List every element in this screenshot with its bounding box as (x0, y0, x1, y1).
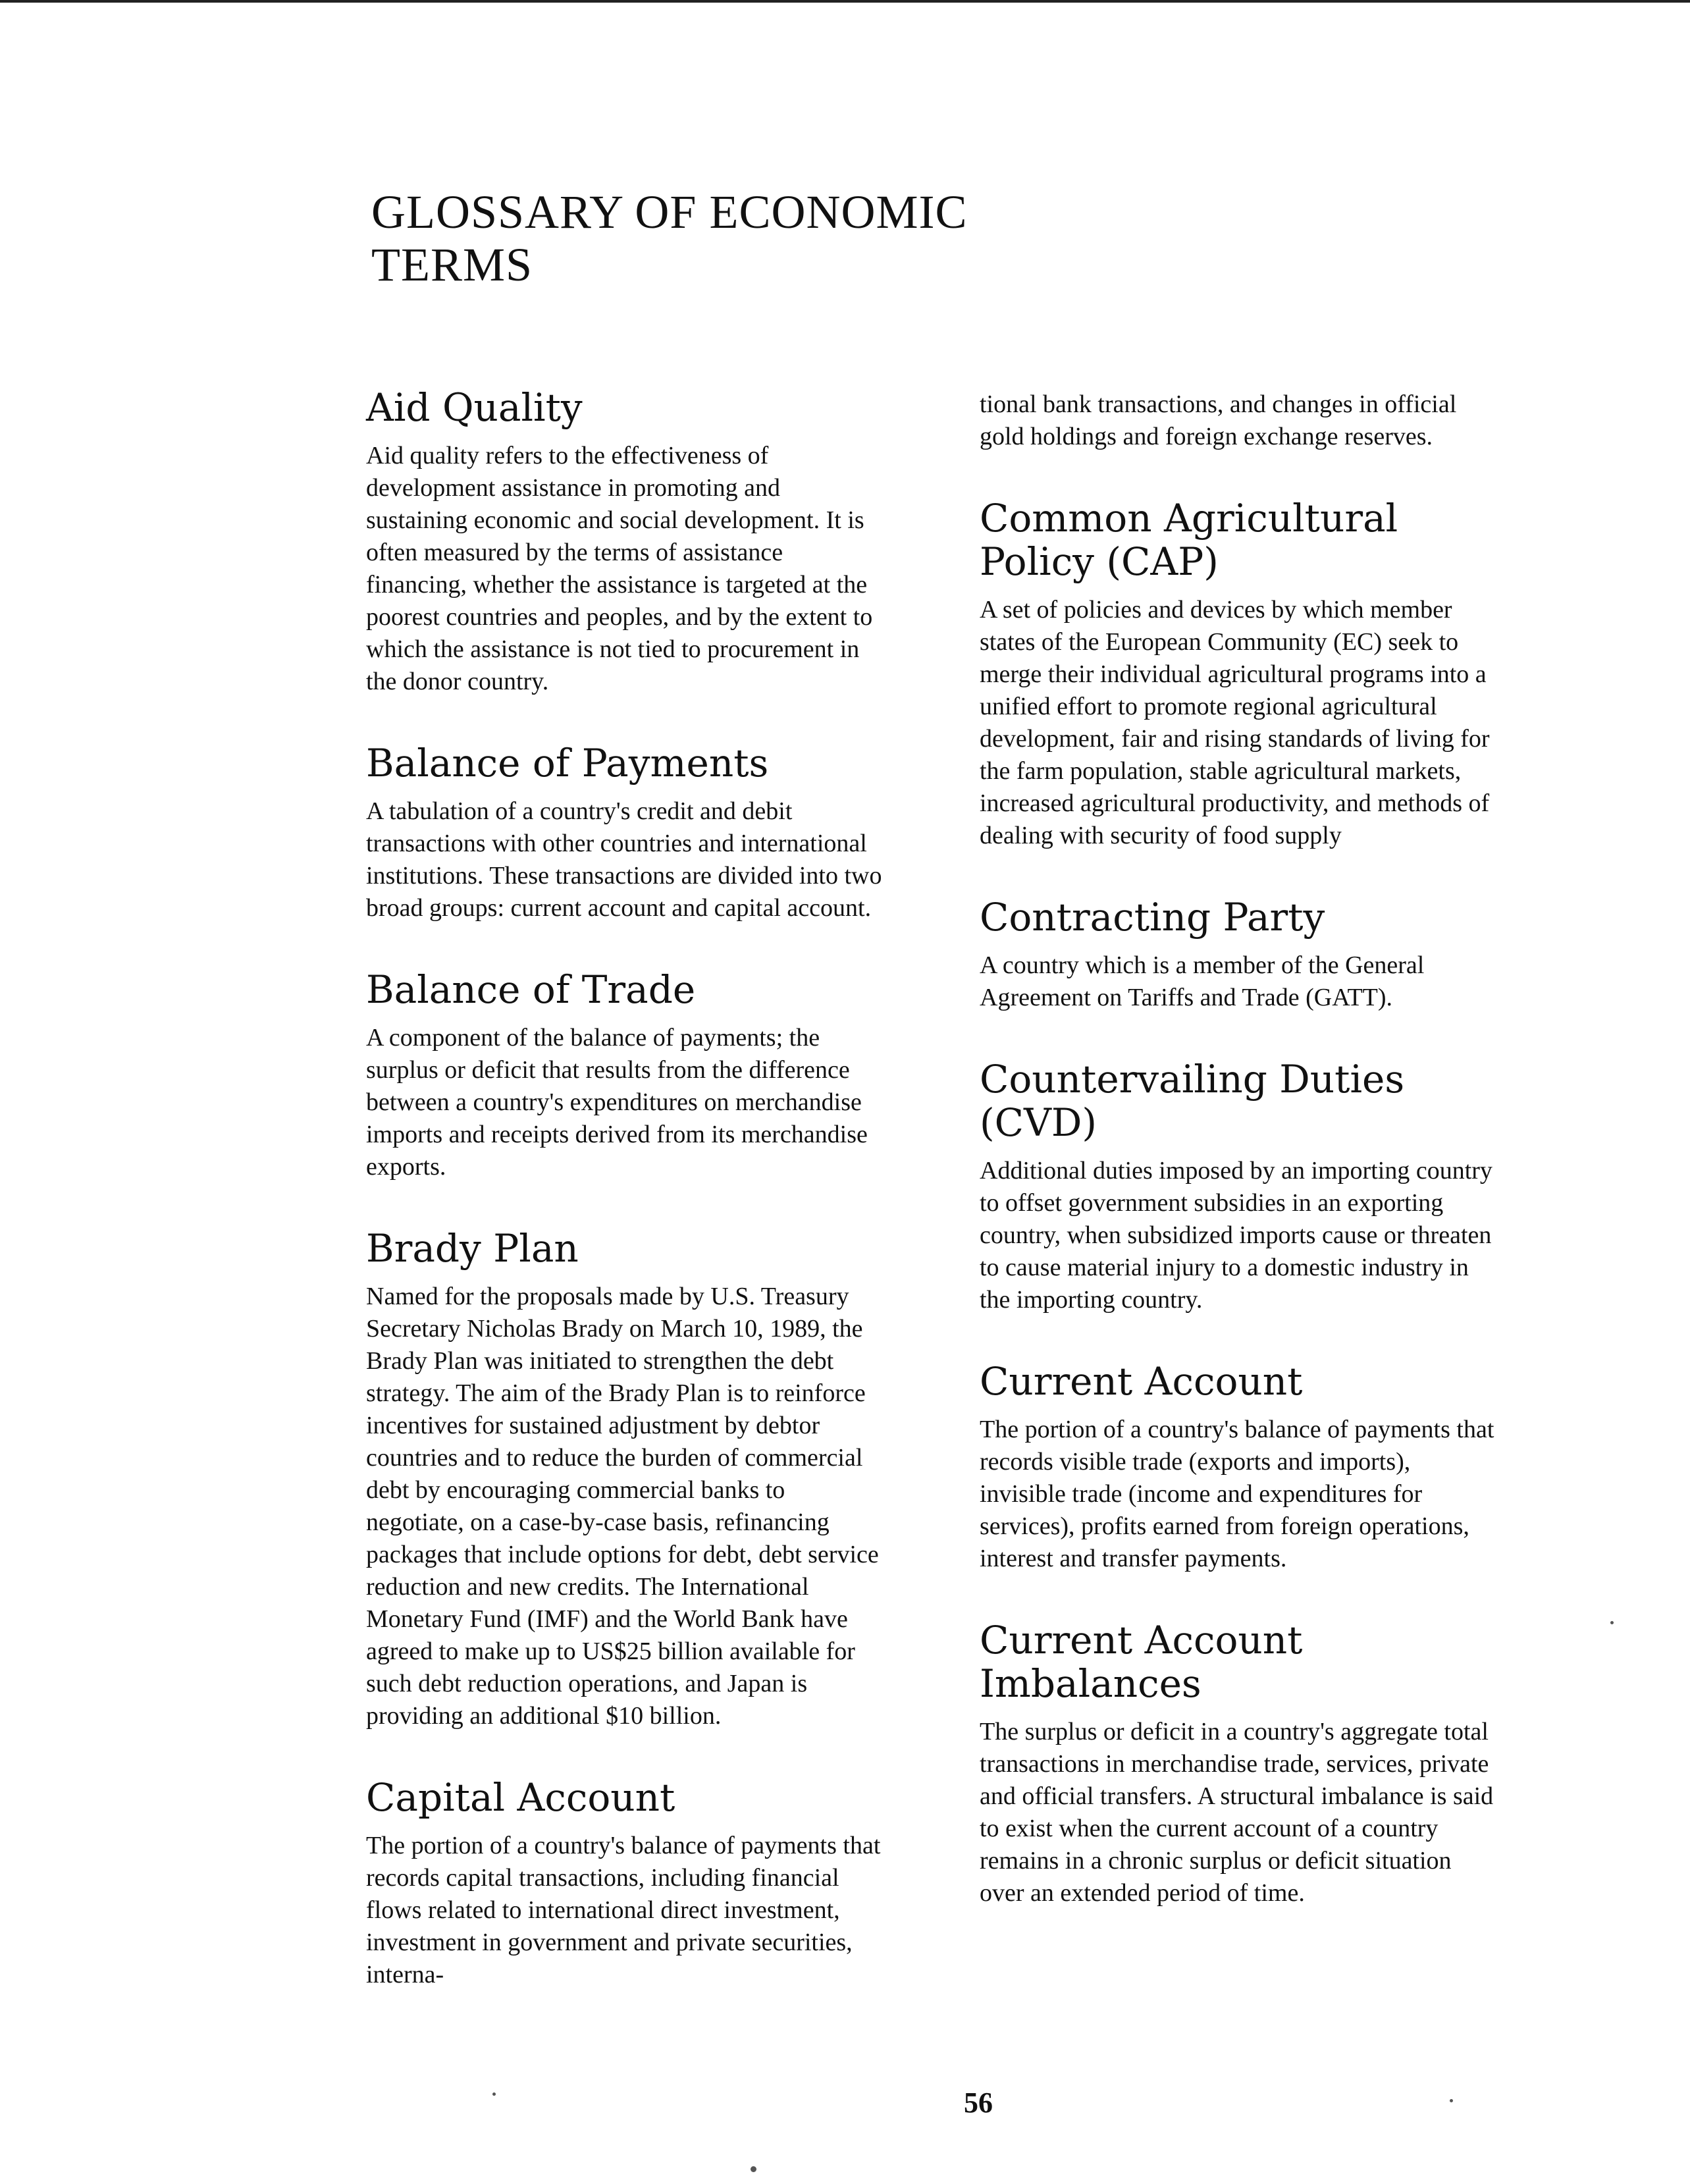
glossary-definition: The portion of a country's balance of payments that records capital transactions, including financial flows related to international direct investment, investment in government and private securities, interna- (366, 1832, 881, 1988)
glossary-term: Brady Plan (366, 1226, 579, 1271)
glossary-entry (366, 968, 886, 1183)
glossary-term: Capital Account (366, 1775, 675, 1820)
top-rule (0, 0, 1690, 3)
continued-definition: tional bank transactions, and changes in official gold holdings and foreign exchange reserves. (980, 390, 1457, 450)
glossary-definition: Named for the proposals made by U.S. Treasury Secretary Nicholas Brady on March 10, 1989, the Brady Plan was initiated to strengthen the debt strategy. The aim of the Brady Plan is to reinforce incentives for sustained adjustment by debtor countries and to reduce the burden of commercial debt by encouraging commercial banks to negotiate, on a case-by-case basis, refinancing packages that include options for debt, debt service reduction and new credits. The International Monetary Fund (IMF) and the World Bank have agreed to make up to US$25 billion available for such debt reduction operations, and Japan is providing an additional $10 billion. (366, 1283, 879, 1730)
glossary-term: Current Account Imbalances (980, 1618, 1303, 1706)
glossary-entry (980, 1360, 1500, 1575)
glossary-entry (366, 1227, 886, 1732)
right-column (980, 388, 1500, 1953)
scan-speck (751, 2166, 756, 2172)
glossary-term: Balance of Payments (366, 741, 769, 786)
page-number: 56 (964, 2087, 993, 2119)
glossary-entry (980, 1057, 1500, 1316)
glossary-definition: A set of policies and devices by which member states of the European Community (EC) seek to merge their individual agricultural programs into a unified effort to promote regional agricultural development, fair and rising standards of living for the farm population, stable agricultural markets, increased agricultural productivity, and methods of dealing with security of food supply (980, 596, 1490, 849)
left-column (366, 386, 886, 2035)
scan-speck (1450, 2099, 1453, 2102)
glossary-definition: A tabulation of a country's credit and debit transactions with other countries and international institutions. These transactions are divided into two broad groups: current account and capital account. (366, 797, 882, 922)
glossary-definition: Aid quality refers to the effectiveness of development assistance in promoting and sustaining economic and social development. It is often measured by the terms of assistance financing, whether the assistance is targeted at the poorest countries and peoples, and by the extent to which the assistance is not tied to procurement in the donor country. (366, 442, 873, 695)
glossary-term: Current Account (980, 1359, 1303, 1404)
glossary-definition: A country which is a member of the General Agreement on Tariffs and Trade (GATT). (980, 951, 1425, 1011)
page-title: GLOSSARY OF ECONOMIC TERMS (371, 186, 968, 291)
glossary-entry (366, 386, 886, 698)
scan-speck (492, 2092, 496, 2096)
glossary-entry (366, 741, 886, 924)
glossary-term: Balance of Trade (366, 967, 696, 1012)
scan-speck (1610, 1621, 1614, 1624)
glossary-definition: The surplus or deficit in a country's aggregate total transactions in merchandise trade, services, private and official transfers. A structural imbalance is said to exist when the current account of a country remains in a chronic surplus or deficit situation over an extended period of time. (980, 1718, 1494, 1907)
glossary-definition: The portion of a country's balance of payments that records visible trade (exports and imports), invisible trade (income and expenditures for services), profits earned from foreign operations, interest and transfer payments. (980, 1416, 1494, 1572)
glossary-term: Common Agricultural Policy (CAP) (980, 496, 1398, 584)
glossary-term: Aid Quality (366, 385, 583, 430)
glossary-term: Countervailing Duties (CVD) (980, 1057, 1405, 1145)
glossary-entry (980, 895, 1500, 1014)
glossary-entry (366, 1776, 886, 1991)
glossary-definition: A component of the balance of payments; the surplus or deficit that results from the difference between a country's expenditures on merchandise imports and receipts derived from its merchandise exports. (366, 1024, 868, 1181)
glossary-term: Contracting Party (980, 895, 1325, 940)
glossary-entry (980, 1618, 1500, 1909)
glossary-entry (980, 496, 1500, 852)
glossary-definition: Additional duties imposed by an importing country to offset government subsidies in an exporting country, when subsidized imports cause or threaten to cause material injury to a domestic industry in the importing country. (980, 1157, 1492, 1314)
